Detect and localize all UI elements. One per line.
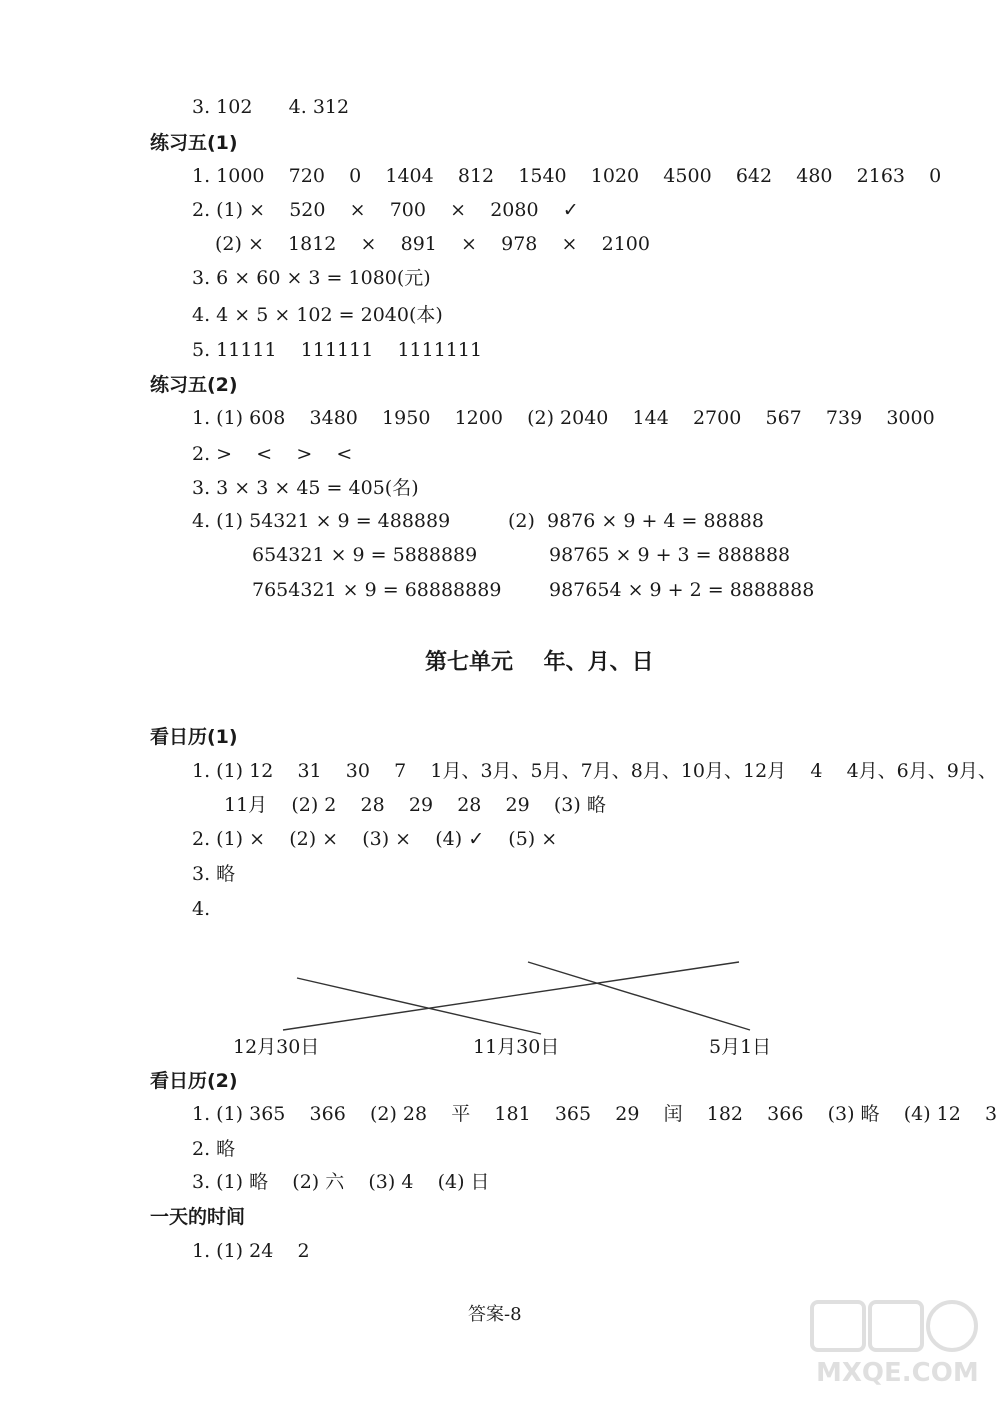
answer-line: 2. (1) × (2) × (3) × (4) ✓ (5) × xyxy=(192,828,558,850)
section-heading: 练习五(1) xyxy=(150,132,238,154)
answer-line: 3. 略 xyxy=(192,863,236,885)
section-heading: 练习五(2) xyxy=(150,374,238,396)
section-heading: 看日历(2) xyxy=(150,1070,238,1092)
match-line xyxy=(297,978,541,1034)
answer-line: 3. 102 4. 312 xyxy=(192,96,350,118)
answer-line: 987654 × 9 + 2 = 8888888 xyxy=(549,579,815,601)
answer-line: 11月 (2) 2 28 29 28 29 (3) 略 xyxy=(224,794,606,816)
answer-line: 1. 1000 720 0 1404 812 1540 1020 4500 642 480 2163 0 xyxy=(192,165,942,187)
match-label: 11月30日 xyxy=(473,1036,560,1058)
match-label: 12月30日 xyxy=(233,1036,320,1058)
answer-line: 3. (1) 略 (2) 六 (3) 4 (4) 日 xyxy=(192,1171,490,1193)
answer-line: 1. (1) 608 3480 1950 1200 (2) 2040 144 2700 567 739 3000 xyxy=(192,407,935,429)
answer-line: (2) × 1812 × 891 × 978 × 2100 xyxy=(215,233,650,255)
match-line xyxy=(283,962,739,1030)
watermark-text: MXQE.COM xyxy=(816,1358,979,1388)
answer-line: 2. 略 xyxy=(192,1138,236,1160)
section-heading: 看日历(1) xyxy=(150,726,238,748)
answer-line: 4. (1) 54321 × 9 = 488889 xyxy=(192,510,451,532)
answer-line: 98765 × 9 + 3 = 888888 xyxy=(549,544,791,566)
answer-line: 3. 3 × 3 × 45 = 405(名) xyxy=(192,477,419,499)
answer-line: (2) 9876 × 9 + 4 = 88888 xyxy=(508,510,764,532)
section-heading: 一天的时间 xyxy=(150,1206,246,1228)
answer-line: 2. (1) × 520 × 700 × 2080 ✓ xyxy=(192,199,579,221)
answer-line: 5. 11111 111111 1111111 xyxy=(192,339,483,361)
answer-line: 1. (1) 24 2 xyxy=(192,1240,310,1262)
answer-line: 2. > < > < xyxy=(192,443,353,465)
watermark xyxy=(806,1296,986,1396)
page-number: 答案-8 xyxy=(468,1304,522,1325)
unit-title: 第七单元 年、月、日 xyxy=(425,650,654,675)
answer-line: 7654321 × 9 = 68888889 xyxy=(252,579,502,601)
answer-line: 3. 6 × 60 × 3 = 1080(元) xyxy=(192,267,431,289)
answer-line: 1. (1) 12 31 30 7 1月、3月、5月、7月、8月、10月、12月 4 4月、6月、9月、 xyxy=(192,760,997,782)
match-line xyxy=(528,962,750,1030)
answer-line: 1. (1) 365 366 (2) 28 平 181 365 29 闰 182 366 (3) 略 (4) 12 3 xyxy=(192,1103,998,1125)
answer-line: 4. xyxy=(192,898,211,920)
answer-line: 654321 × 9 = 5888889 xyxy=(252,544,478,566)
answer-line: 4. 4 × 5 × 102 = 2040(本) xyxy=(192,304,443,326)
match-label: 5月1日 xyxy=(709,1036,772,1058)
